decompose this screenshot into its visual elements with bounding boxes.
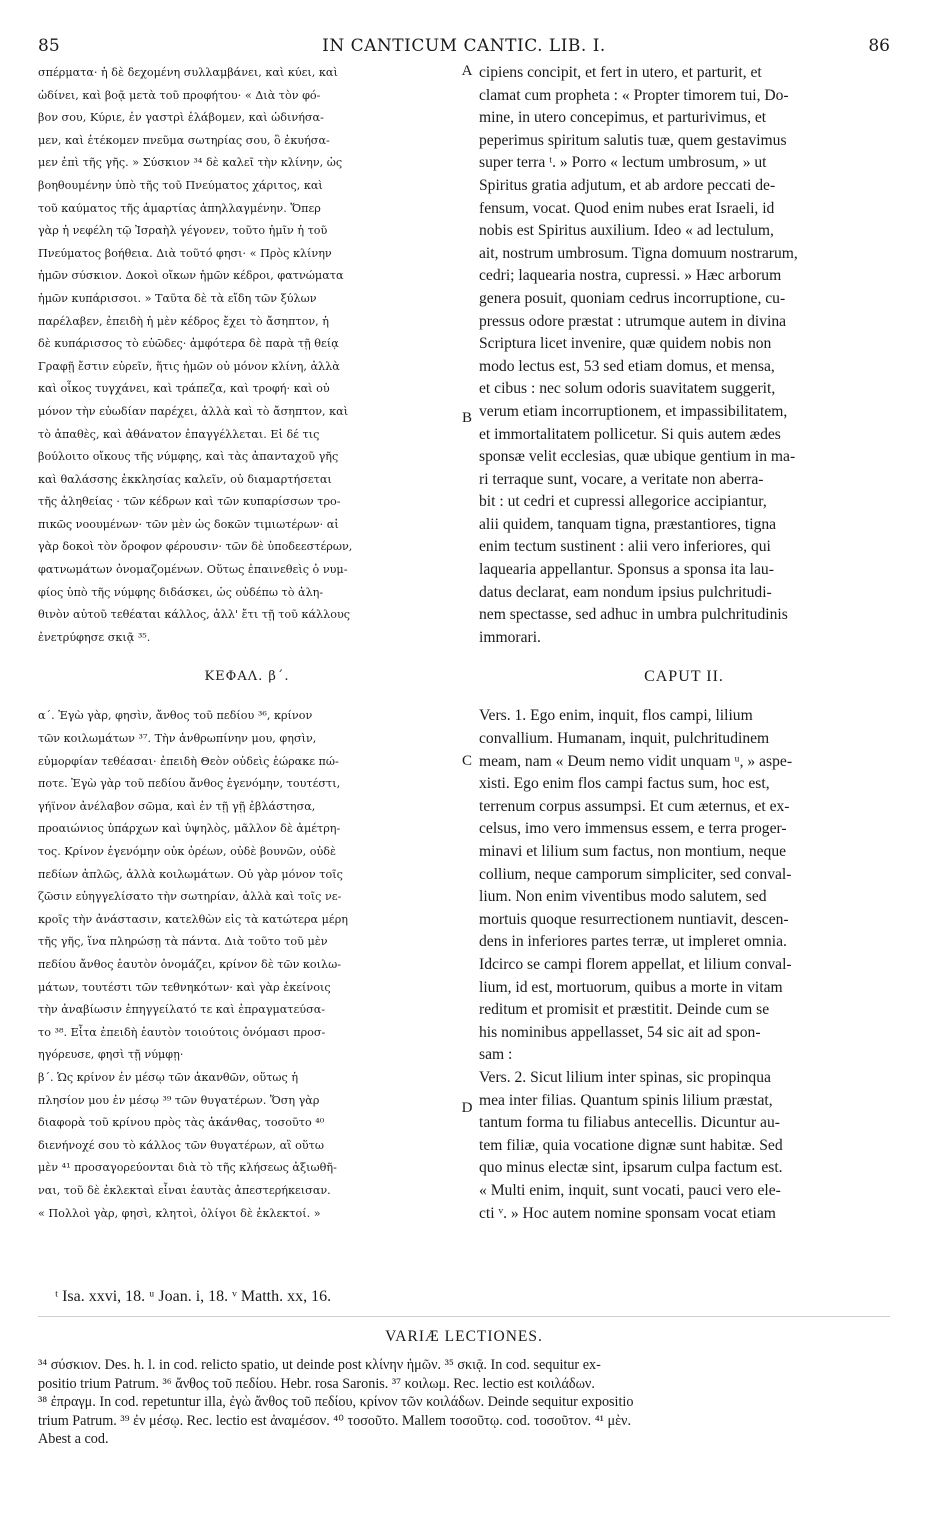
greek-text-line: γήϊνον ἀνέλαβον σῶμα, καὶ ἐν τῇ γῇ ἐβλάστησα, (38, 799, 316, 813)
footnote-divider (38, 1316, 890, 1317)
greek-text-line: τῆς γῆς, ἵνα πληρώσῃ τὰ πάντα. Διὰ τοῦτο τοῦ μὲν (38, 935, 328, 949)
latin-text-line: Spiritus gratia adjutum, et ab ardore peccati de- (479, 176, 776, 194)
latin-text-line: mea inter filias. Quantum spinis lilium præstat, (479, 1091, 773, 1109)
greek-text-line: κροῖς τὴν ἀνάστασιν, κατελθὼν εἰς τὰ κατώτερα μέρη (38, 912, 349, 926)
greek-text-line: πεδίων ἁπλῶς, ἀλλὰ κοιλωμάτων. Οὐ γὰρ μόνον τοῖς (38, 867, 343, 881)
latin-text-line: cipiens concipit, et fert in utero, et parturit, et (479, 64, 762, 81)
latin-text-line: Vers. 2. Sicut lilium inter spinas, sic propinqua (479, 1068, 771, 1086)
latin-text-line: convallium. Humanam, inquit, pulchritudinem (479, 730, 770, 748)
latin-text-line: his nominibus appellasset, 54 sic ait ad spon- (479, 1023, 761, 1041)
greek-text-line: μὲν ⁴¹ προσαγορεύονται διὰ τὸ τῆς κλήσεως ἀξιωθῆ- (38, 1161, 337, 1175)
latin-text-line: verum etiam incorruptionem, et impassibilitatem, (479, 402, 788, 420)
greek-chapter-heading: ΚΕΦΑΛ. β΄. (204, 669, 290, 685)
latin-text-line: peperimus spiritum salutis tuæ, quem gestavimus (479, 131, 787, 149)
latin-text-line: tantum forma tu filiabus antecellis. Dicuntur au- (479, 1114, 780, 1132)
latin-text-line: immorari. (479, 628, 541, 646)
latin-text-line: enim tectum sustinent : alii vero inferiores, qui (479, 538, 771, 556)
variant-reading-line: trium Patrum. ³⁹ ἐν μέσῳ. Rec. lectio est ἀναμέσον. ⁴⁰ τοσοῦτο. Mallem τοσοῦτῳ. cod. τοσοῦτον. ⁴¹ μὲν. (38, 1412, 632, 1429)
greek-text-line: καὶ οἶκος τυγχάνει, καὶ τράπεζα, καὶ τροφή· καὶ οὐ (38, 382, 330, 396)
greek-text-line: πεδίου ἄνθος ἑαυτὸν ὀνομάζει, κρίνον δὲ τῶν κοιλω- (38, 957, 342, 971)
greek-text-line: ηγόρευσε, φησὶ τῇ νύμφῃ· (38, 1048, 184, 1062)
greek-text-line: βον σου, Κύριε, ἐν γαστρὶ ἐλάβομεν, καὶ ὠδινήσα- (38, 111, 324, 125)
margin-mark-c: C (461, 753, 472, 769)
greek-text-line: γὰρ ἡ νεφέλη τῷ Ἰσραὴλ γέγονεν, τοῦτο ἡμῖν ἡ τοῦ (38, 224, 328, 238)
greek-text-line: εὐμορφίαν τεθέασαι· ἐπειδὴ Θεὸν οὐδεὶς ἑώρακε πώ- (38, 754, 339, 768)
latin-text-line: mine, in utero concepimus, et parturivimus, et (479, 109, 767, 127)
greek-text-line: μόνον τὴν εὐωδίαν παρέχει, ἀλλὰ καὶ τὸ ἄσηπτον, καὶ (38, 404, 349, 418)
latin-text-line: datus declarat, eam nondum ipsius pulchritudi- (479, 583, 772, 601)
greek-text-line: διαφορὰ τοῦ κρίνου πρὸς τὰς ἀκάνθας, τοσοῦτο ⁴⁰ (38, 1116, 325, 1130)
running-header (38, 36, 890, 60)
latin-text-line: fensum, vocat. Quod enim nubes erat Israeli, id (479, 199, 775, 217)
latin-text-line: nobis est Spiritus auxilium. Ideo « ad lectulum, (479, 222, 774, 240)
greek-text-line: μεν, καὶ ἐτέκομεν πνεῦμα σωτηρίας σου, ὃ ἐκυήσα- (38, 133, 330, 147)
latin-text-line: super terra ᵗ. » Porro « lectum umbrosum, » ut (479, 154, 767, 172)
latin-text-line: genera posuit, quoniam cedrus incorruptione, cu- (479, 289, 786, 307)
latin-text-line: bit : ut cedri et cupressi allegorice accipiantur, (479, 493, 767, 511)
latin-text-line: meam, nam « Deum nemo vidit unquam ᵘ, » aspe- (479, 752, 793, 770)
latin-text-line: xisti. Ego enim flos campi factus sum, hoc est, (479, 775, 770, 793)
latin-text-line: mortuis quoque resurrectionem nuntiavit, descen- (479, 910, 789, 928)
greek-text-line: προαιώνιος ὑπάρχων καὶ ὑψηλὸς, μᾶλλον δὲ ἀμέτρη- (38, 822, 341, 836)
greek-text-line: μάτων, τουτέστι τῶν τεθνηκότων· καὶ γὰρ ἐκείνοις (38, 980, 331, 994)
latin-text-line: collium, neque camporum simpliciter, sed conval- (479, 865, 792, 883)
latin-text-line: alii quidem, tanquam tigna, præstantiores, tigna (479, 515, 777, 533)
greek-text-line: βοηθουμένην ὑπὸ τῆς τοῦ Πνεύματος χάριτος, καὶ (38, 178, 323, 192)
greek-text-line: α΄. Ἐγὼ γὰρ, φησὶν, ἄνθος τοῦ πεδίου ³⁶, κρίνον (38, 709, 313, 723)
variae-lectiones (38, 1356, 890, 1449)
greek-text-line: Πνεύματος βοήθεια. Διὰ τοῦτό φησι· « Πρὸς κλίνην (38, 246, 332, 260)
latin-chapter-heading: CAPUT II. (644, 668, 724, 686)
margin-mark-d: D (461, 1100, 473, 1116)
latin-text-line: pressus odore præstat : utrumque autem in divina (479, 312, 787, 330)
latin-text-line: clamat cum propheta : « Propter timorem tui, Do- (479, 86, 789, 104)
margin-mark-a: A (461, 63, 473, 79)
latin-text-line: reditum et promisit et præstitit. Deinde cum se (479, 1001, 770, 1019)
latin-text-line: celsus, imo vero immensus essem, e terra proger- (479, 820, 787, 838)
latin-text-line: ait, nostrum umbrosum. Tigna domuum nostrarum, (479, 244, 798, 262)
greek-text-line: πλησίον μου ἐν μέσῳ ³⁹ τῶν θυγατέρων. Ὅση γὰρ (38, 1093, 320, 1107)
latin-text-line: Vers. 1. Ego enim, inquit, flos campi, lilium (479, 707, 753, 725)
greek-text-line: καὶ θαλάσσης ἐκκλησίας καλεῖν, οὐ διαμαρτήσεται (38, 472, 332, 486)
greek-text-line: β΄. Ὡς κρίνον ἐν μέσῳ τῶν ἀκανθῶν, οὕτως ἡ (38, 1070, 299, 1084)
latin-text-line: nem spectasse, sed adhuc in umbra pulchritudinis (479, 606, 788, 624)
greek-text-line: « Πολλοὶ γὰρ, φησὶ, κλητοὶ, ὀλίγοι δὲ ἐκλεκτοί. » (38, 1206, 321, 1220)
greek-text-line: παρέλαβεν, ἐπειδὴ ἡ μὲν κέδρος ἔχει τὸ ἄσηπτον, ἡ (38, 314, 329, 328)
latin-text-line: lium, id est, mortuorum, quibus a morte in vitam (479, 978, 783, 996)
greek-text-line: διενήνοχέ σου τὸ κάλλος τῶν θυγατέρων, αἳ οὕτω (38, 1138, 324, 1152)
latin-text-line: quo minus electæ sint, ipsarum culpa factum est. (479, 1159, 783, 1177)
latin-text-line: et immortalitatem pollicetur. Si quis autem ædes (479, 425, 781, 443)
latin-text-line: modo lectus est, 53 sed etiam domus, et mensa, (479, 357, 775, 375)
latin-text-line: sam : (479, 1046, 513, 1064)
latin-text-line: tem filiæ, quia vocatione dignæ sunt habitæ. Sed (479, 1136, 783, 1154)
variant-reading-line: ³⁸ ἐπραγμ. In cod. repetuntur illa, ἐγὼ ἄνθος τοῦ πεδίου, κρίνον τῶν κοιλάδων. Deinde sequitur expositio (38, 1394, 634, 1410)
greek-text-line: ποτε. Ἐγὼ γὰρ τοῦ πεδίου ἄνθος ἐγενόμην, τουτέστι, (38, 777, 341, 791)
greek-text-line: τῶν κοιλωμάτων ³⁷. Τὴν ἀνθρωπίνην μου, φησὶν, (38, 732, 317, 746)
greek-text-line: φίος ὑπὸ τῆς νύμφης διδάσκει, ὡς οὐδέπω τὸ ἀλη- (38, 585, 324, 599)
latin-text-line: laquearia appellantur. Sponsus a sponsa ita lau- (479, 561, 774, 579)
greek-text-line: φατνωμάτων ὀνομαζομένων. Οὕτως ἐπαινεθεὶς ὁ νυμ- (38, 563, 348, 577)
greek-text-line: ἡμῶν σύσκιον. Δοκοὶ οἴκων ἡμῶν κέδροι, φατνώματα (38, 269, 344, 283)
variant-reading-line: positio trium Patrum. ³⁶ ἄνθος τοῦ πεδίου. Hebr. rosa Saronis. ³⁷ κοιλωμ. Rec. lectio est κοιλάδων. (38, 1375, 595, 1392)
greek-text-line: Γραφῇ ἔστιν εὑρεῖν, ἥτις ἡμῶν οὐ μόνον κλίνη, ἀλλὰ (38, 359, 340, 373)
latin-text-line: dens in inferiores partes terræ, ut impleret omnia. (479, 933, 787, 951)
latin-text-line: cedri; laquearia nostra, cupressi. » Hæc arborum (479, 267, 782, 285)
greek-text-line: πικῶς νοουμένων· τῶν μὲν ὡς δοκῶν τιμιωτέρων· αἱ (38, 517, 339, 531)
greek-text-line: το ³⁸. Εἶτα ἐπειδὴ ἑαυτὸν τοιούτοις ὀνόμασι προσ- (38, 1025, 326, 1039)
greek-text-line: θινὸν αὐτοῦ τεθέαται κάλλος, ἀλλ' ἔτι τῇ τοῦ κάλλους (38, 608, 351, 622)
margin-mark-b: B (461, 410, 472, 426)
latin-text-line: ri terraque sunt, vocare, a veritate non aberra- (479, 470, 764, 488)
variant-reading-line: ³⁴ σύσκιον. Des. h. l. in cod. relicto spatio, ut deinde post κλίνην ἡμῶν. ³⁵ σκιᾷ. In cod. sequitur ex- (38, 1357, 601, 1373)
greek-text-line: ζῶσιν εὐηγγελίσατο τὴν σωτηρίαν, ἀλλὰ καὶ τοῖς νε- (38, 890, 342, 904)
greek-text-line: σπέρματα· ἡ δὲ δεχομένη συλλαμβάνει, καὶ κύει, καὶ (38, 66, 338, 79)
greek-text-line: τῆς ἀληθείας · τῶν κέδρων καὶ τῶν κυπαρίσσων τρο- (38, 495, 341, 509)
greek-text-line: ὠδίνει, καὶ βοᾷ μετὰ τοῦ προφήτου· « Διὰ τὸν φό- (38, 88, 321, 102)
greek-text-line: ναι, τοῦ δὲ ἐκλεκταὶ εἶναι ἑαυτὰς ἀπεστερήκεισαν. (38, 1183, 331, 1197)
latin-text-line: cti ᵛ. » Hoc autem nomine sponsam vocat etiam (479, 1204, 776, 1222)
latin-text-column (479, 62, 889, 1225)
greek-text-line: τὴν ἀναβίωσιν ἐπηγγείλατό τε καὶ ἐπραγματεύσα- (38, 1003, 326, 1017)
variant-reading-line: Abest a cod. (38, 1431, 109, 1447)
greek-text-line: ἐνετρύφησε σκιᾷ ³⁵. (38, 630, 151, 644)
variae-lectiones-title: VARIÆ LECTIONES. (385, 1328, 543, 1345)
latin-text-line: lium. Non enim viventibus modo salutem, sed (479, 888, 767, 906)
greek-text-line: τος. Κρίνον ἐγενόμην οὐκ ὀρέων, οὐδὲ βουνῶν, οὐδὲ (38, 845, 337, 858)
greek-text-line: τὸ ἀπαθὲς, καὶ ἀθάνατον ἐπαγγέλλεται. Εἰ δέ τις (38, 427, 320, 441)
latin-text-line: minavi et lilium sum factus, non montium, neque (479, 843, 787, 860)
greek-text-line: γὰρ δοκοὶ τὸν ὄροφον φέρουσιν· τῶν δὲ ὑποδεεστέρων, (38, 540, 353, 554)
latin-text-line: sponsæ velit ecclesias, quæ ubique gentium in ma- (479, 448, 796, 466)
latin-text-line: et cibus : nec solum odoris suavitatem suggerit, (479, 380, 776, 398)
greek-text-line: μεν ἐπὶ τῆς γῆς. » Σύσκιον ³⁴ δὲ καλεῖ τὴν κλίνην, ὡς (38, 156, 343, 170)
greek-text-line: ἡμῶν κυπάρισσοι. » Ταῦτα δὲ τὰ εἴδη τῶν ξύλων (38, 291, 317, 305)
footnotes: ᵗ Isa. xxvi, 18. ᵘ Joan. i, 18. ᵛ Matth. xx, 16. (55, 1288, 332, 1305)
page-number-left: 85 (38, 36, 60, 56)
latin-text-line: Scriptura licet invenire, quæ quidem nobis non (479, 335, 772, 353)
latin-text-line: « Multi enim, inquit, sunt vocati, pauci vero ele- (479, 1181, 781, 1199)
greek-text-column (38, 62, 456, 1225)
running-title: IN CANTICUM CANTIC. LIB. I. (322, 36, 606, 56)
greek-text-line: δὲ κυπάρισσος τὸ εὐῶδες· ἀμφότερα δὲ παρὰ τῇ θείᾳ (38, 337, 339, 351)
latin-text-line: Idcirco se campi florem appellat, et lilium conval- (479, 955, 792, 973)
greek-text-line: βούλοιτο οἴκους τῆς νύμφης, καὶ τὰς ἁπανταχοῦ γῆς (38, 450, 339, 464)
greek-text-line: τοῦ καύματος τῆς ἁμαρτίας ἀπηλλαγμένην. Ὅπερ (38, 201, 321, 215)
page-number-right: 86 (868, 36, 890, 56)
latin-text-line: terrenum corpus assumpsi. Et cum æternus, et ex- (479, 797, 790, 815)
